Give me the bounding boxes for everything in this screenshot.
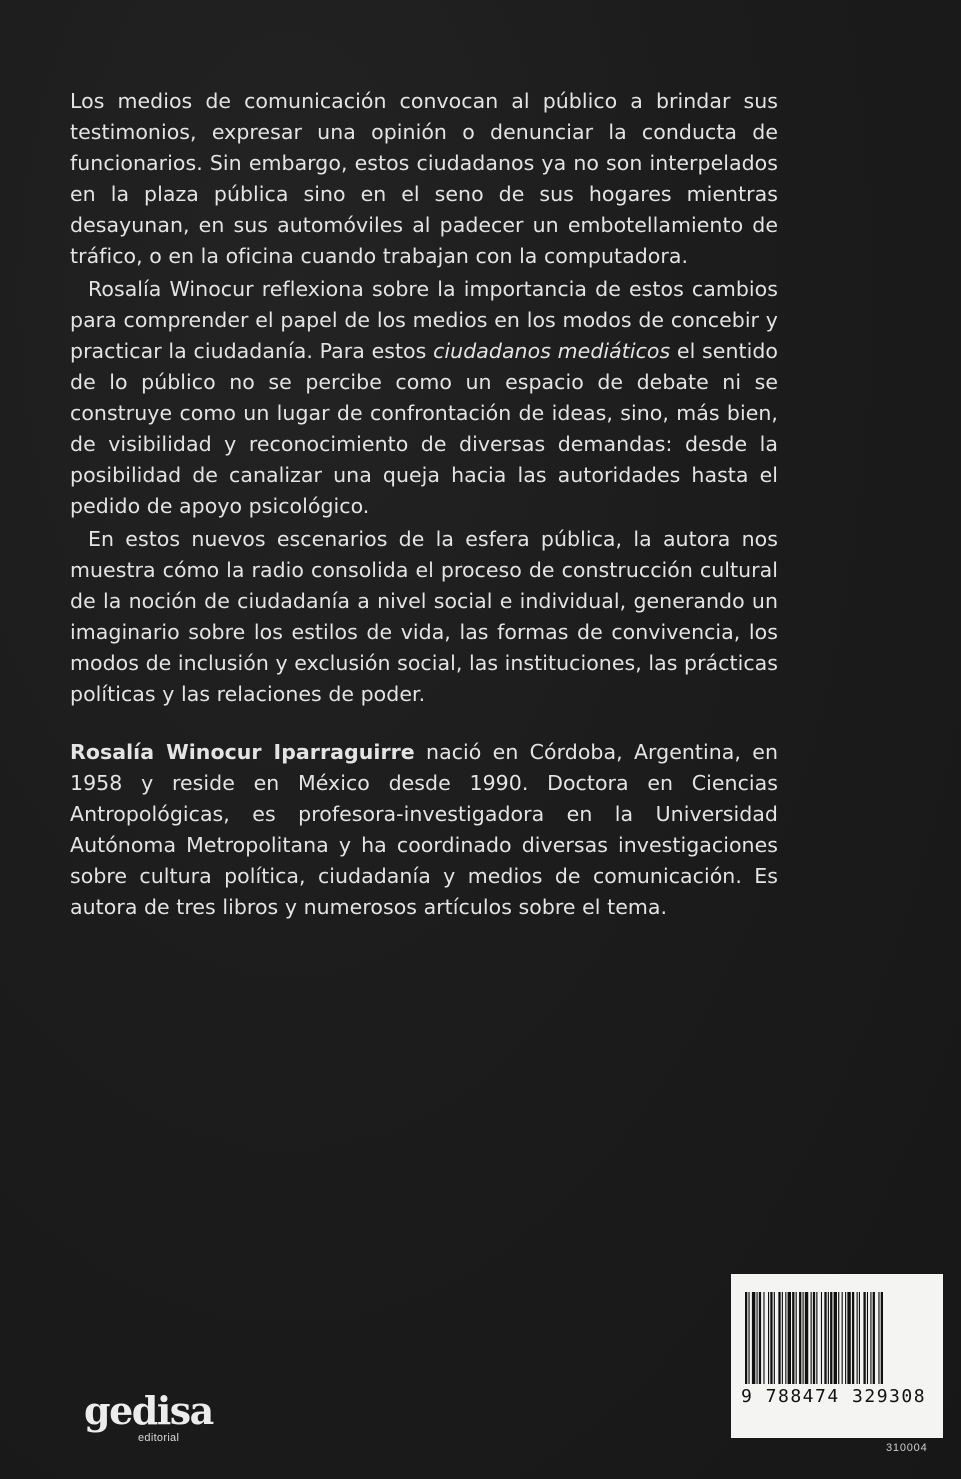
publisher-name: gedisa <box>84 1388 213 1433</box>
barcode-bar-6 <box>768 1292 769 1384</box>
barcode-bar-31 <box>857 1292 858 1384</box>
barcode-bar-32 <box>859 1292 860 1384</box>
barcode-bar-14 <box>796 1292 797 1384</box>
barcode-bar-10 <box>782 1292 783 1384</box>
barcode-bar-11 <box>785 1292 786 1384</box>
barcode-bar-16 <box>803 1292 804 1384</box>
isbn-barcode <box>731 1274 943 1438</box>
publisher-logo <box>84 1389 224 1451</box>
barcode-bar-36 <box>873 1292 875 1384</box>
publisher-subtitle: editorial <box>138 1432 180 1444</box>
paragraph-2-italic: ciudadanos mediáticos <box>433 339 671 363</box>
barcode-bar-13 <box>792 1292 794 1384</box>
paragraph-2-start: Rosalía Winocur reflexiona sobre la importancia de estos cambios para comprender el papel de los medios en los modos de concebir y practicar la ciudadanía. Para estos <box>70 277 778 363</box>
product-code: 310004 <box>886 1442 928 1454</box>
author-name: Rosalía Winocur Iparraguirre <box>70 740 415 764</box>
barcode-bar-18 <box>811 1292 812 1384</box>
barcode-bar-20 <box>816 1292 817 1384</box>
barcode-bar-1 <box>748 1292 749 1384</box>
barcode-bar-0 <box>745 1292 747 1384</box>
isbn-number: 9 788474 329308 <box>741 1386 927 1407</box>
barcode-bar-33 <box>863 1292 865 1384</box>
barcode-bar-8 <box>774 1292 775 1384</box>
author-bio-text: nació en Córdoba, Argentina, en 1958 y reside en México desde 1990. Doctora en Ciencias Antropológicas, es profesora-investigadora en la Universidad Autónoma Metropolitana y ha coordinado diversas investigaciones sobre cultura política, ciudadanía y medios de comunicación. Es autora de tres libros y numerosos artículos sobre el tema. <box>70 740 778 919</box>
barcode-bar-12 <box>788 1292 791 1384</box>
barcode-bar-34 <box>867 1292 868 1384</box>
paragraph-2 <box>70 274 778 522</box>
barcode-bar-24 <box>830 1292 832 1384</box>
barcode-bar-9 <box>778 1292 780 1384</box>
author-bio <box>70 737 778 923</box>
barcode-bar-7 <box>770 1292 772 1384</box>
barcode-bar-4 <box>759 1292 761 1384</box>
barcode-bar-22 <box>824 1292 826 1384</box>
barcode-bar-26 <box>838 1292 839 1384</box>
paragraph-2-end: el sentido de lo público no se percibe como un espacio de debate ni se construye como un lugar de confrontación de ideas, sino, más bien, de visibilidad y reconocimiento de diversas demandas: desde la posibilidad de canalizar una queja hacia las autoridades hasta el pedido de apoyo psicológico. <box>70 339 778 518</box>
barcode-bar-25 <box>834 1292 837 1384</box>
barcode-bar-37 <box>878 1292 879 1384</box>
barcode-bar-28 <box>845 1292 846 1384</box>
barcode-bar-27 <box>842 1292 843 1384</box>
barcode-bar-21 <box>821 1292 822 1384</box>
barcode-bar-23 <box>828 1292 829 1384</box>
barcode-bar-38 <box>881 1292 883 1384</box>
barcode-bar-3 <box>757 1292 758 1384</box>
paragraph-3: En estos nuevos escenarios de la esfera pública, la autora nos muestra cómo la radio consolida el proceso de construcción cultural de la noción de ciudadanía a nivel social e individual, generando un imaginario sobre los estilos de vida, las formas de convivencia, los modos de inclusión y exclusión social, las instituciones, las prácticas políticas y las relaciones de poder. <box>70 527 778 706</box>
barcode-bar-5 <box>763 1292 764 1384</box>
barcode-bar-15 <box>799 1292 801 1384</box>
barcode-bar-30 <box>852 1292 854 1384</box>
blurb-text <box>70 86 778 923</box>
barcode-bars <box>743 1292 933 1384</box>
barcode-bar-19 <box>813 1292 815 1384</box>
paragraph-1: Los medios de comunicación convocan al público a brindar sus testimonios, expresar una opinión o denunciar la conducta de funcionarios. Sin embargo, estos ciudadanos ya no son interpelados en la plaza pública sino en el seno de sus hogares mientras desayunan, en sus automóviles al padecer un embotellamiento de tráfico, o en la oficina cuando trabajan con la computadora. <box>70 89 778 268</box>
barcode-bar-35 <box>870 1292 871 1384</box>
barcode-bar-2 <box>752 1292 755 1384</box>
barcode-bar-17 <box>805 1292 808 1384</box>
barcode-bar-29 <box>847 1292 850 1384</box>
